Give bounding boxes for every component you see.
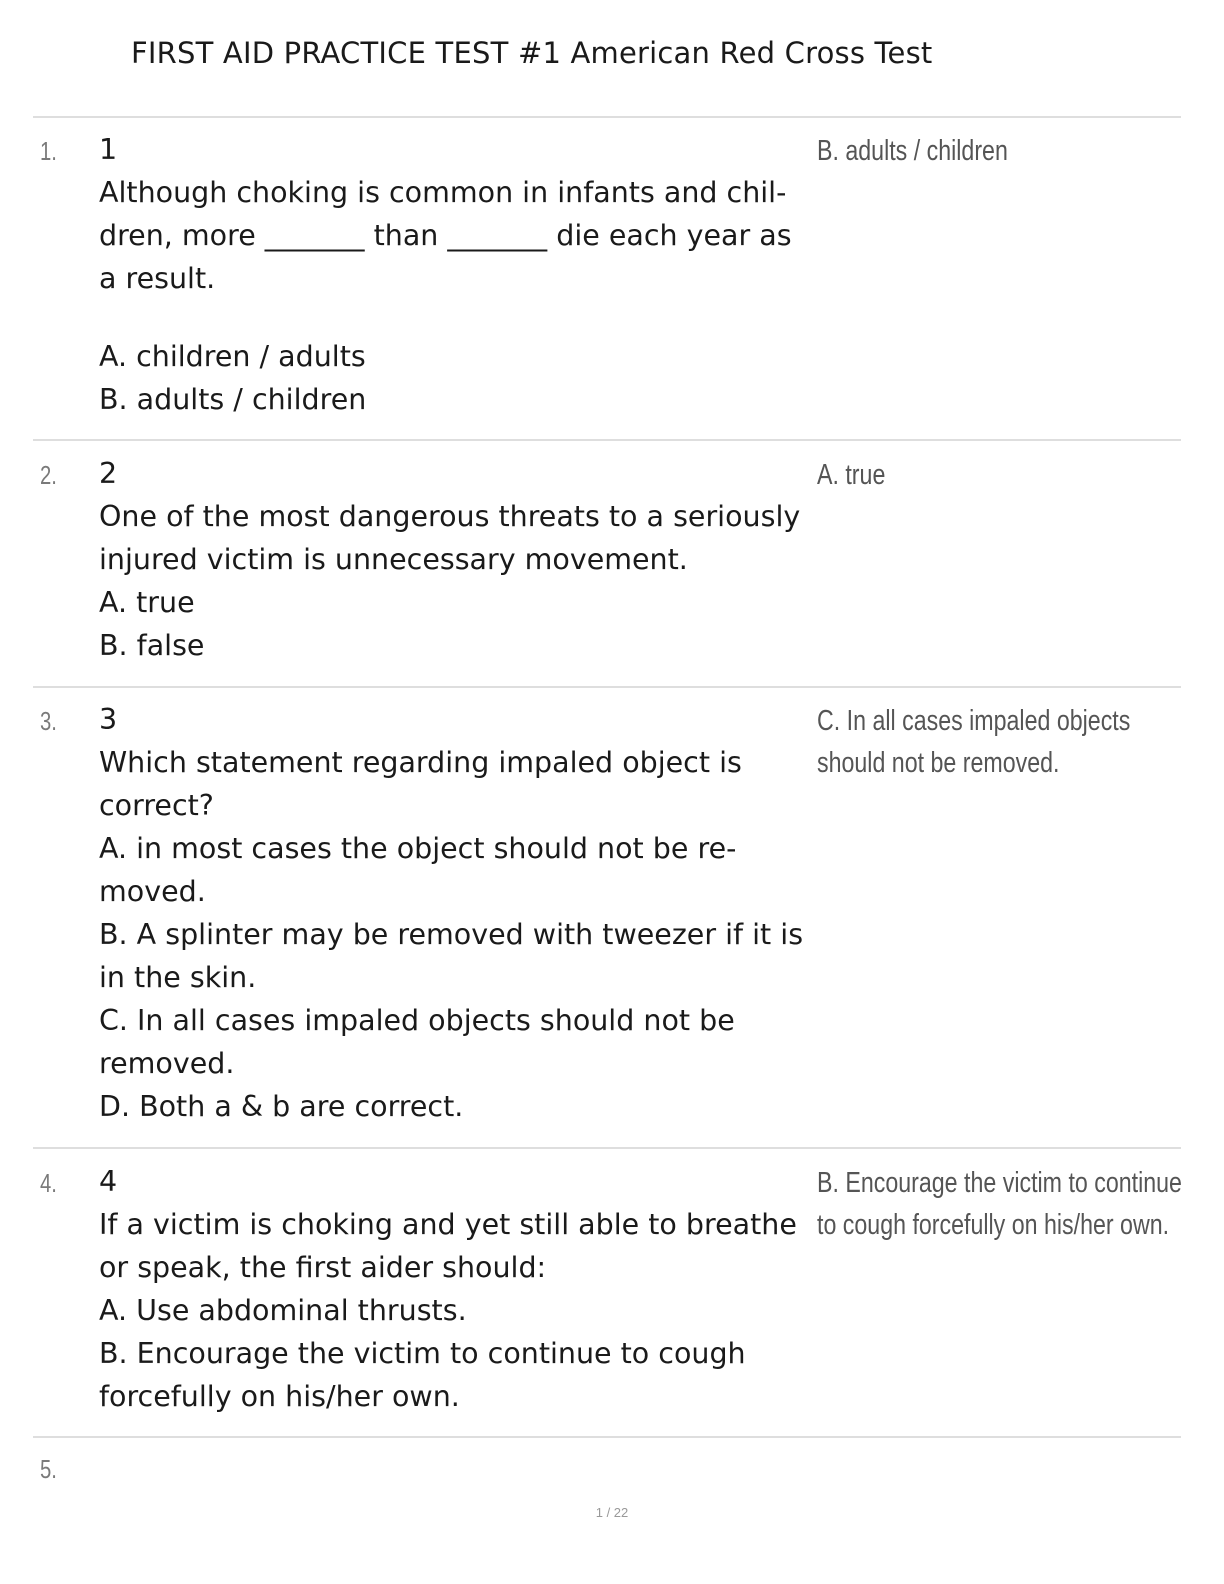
divider [33, 439, 1181, 441]
divider [33, 686, 1181, 688]
question-text-line: One of the most dangerous threats to a seriously [99, 500, 801, 533]
question-text-line: Although choking is common in infants and chil- [99, 176, 787, 209]
answer-text: to cough forcefully on his/her own. [817, 1209, 1170, 1241]
question-text-line: correct? [99, 789, 214, 822]
option-d: D. Both a & b are correct. [99, 1090, 464, 1123]
question-body [99, 1160, 811, 1418]
option-a-continued: moved. [99, 875, 206, 908]
answer-text: A. true [817, 459, 886, 491]
question-number: 2 [99, 457, 118, 490]
option-a: A. true [99, 586, 195, 619]
option-c: C. In all cases impaled objects should not be [99, 1004, 735, 1037]
question-index: 4. [40, 1168, 57, 1198]
option-b: B. adults / children [99, 383, 367, 416]
divider [33, 116, 1181, 118]
question-text-line: If a victim is choking and yet still able to breathe [99, 1208, 797, 1241]
question-index: 5. [40, 1454, 57, 1484]
option-b: B. false [99, 629, 205, 662]
page-title: FIRST AID PRACTICE TEST #1 American Red Cross Test [131, 36, 933, 70]
question-body [99, 698, 811, 1128]
divider [33, 1436, 1181, 1438]
option-a: A. in most cases the object should not be re- [99, 832, 737, 865]
option-a: A. children / adults [99, 340, 366, 373]
answer-text: should not be removed. [817, 747, 1060, 779]
question-number: 3 [99, 703, 118, 736]
answer-key [817, 700, 1130, 784]
answer-key [817, 1162, 1182, 1246]
answer-text: B. Encourage the victim to continue [817, 1167, 1182, 1199]
page-number: 1 / 22 [595, 1505, 629, 1520]
question-text-line: dren, more _______ than _______ die each year as [99, 219, 792, 252]
question-index: 1. [40, 136, 57, 166]
question-text-line: or speak, the first aider should: [99, 1251, 547, 1284]
question-number: 1 [99, 133, 118, 166]
answer-key [817, 454, 885, 496]
question-text-line: a result. [99, 262, 216, 295]
option-b-continued: in the skin. [99, 961, 257, 994]
answer-key [817, 130, 1008, 172]
option-a: A. Use abdominal thrusts. [99, 1294, 467, 1327]
option-b: B. Encourage the victim to continue to cough [99, 1337, 746, 1370]
question-index: 3. [40, 706, 57, 736]
divider [33, 1147, 1181, 1149]
spacer [99, 300, 811, 335]
question-text-line: Which statement regarding impaled object is [99, 746, 742, 779]
question-number: 4 [99, 1165, 118, 1198]
answer-text: C. In all cases impaled objects [817, 705, 1131, 737]
question-body [99, 452, 811, 667]
option-c-continued: removed. [99, 1047, 235, 1080]
option-b-continued: forcefully on his/her own. [99, 1380, 460, 1413]
question-body [99, 128, 811, 421]
answer-text: B. adults / children [817, 135, 1008, 167]
option-b: B. A splinter may be removed with tweezer if it is [99, 918, 804, 951]
question-text-line: injured victim is unnecessary movement. [99, 543, 688, 576]
question-index: 2. [40, 460, 57, 490]
